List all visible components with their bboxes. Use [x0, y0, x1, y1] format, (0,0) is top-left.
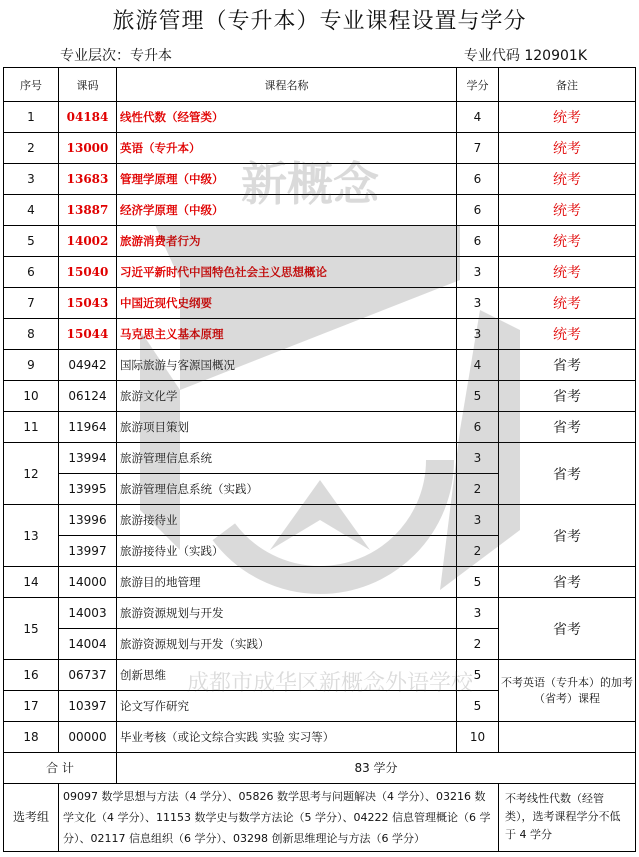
row-note: 统考	[499, 226, 636, 257]
elective-courses: 09097 数学思想与方法（4 学分）、05826 数学思考与问题解决（4 学分）、03216 数学文化（4 学分）、11153 数学史与数学方法论（5 学分）、04222 信息管理概论（6 学分）、02117 信息组织（6 学分）、03298 创新思维理论与方法（6 学分）	[59, 783, 499, 851]
table-row	[4, 412, 636, 443]
table-row	[4, 164, 636, 195]
table-row	[4, 133, 636, 164]
header-code: 课码	[59, 68, 117, 102]
watermark-text: 新概念	[241, 157, 379, 211]
row-code: 00000	[59, 722, 117, 753]
row-code: 15044	[59, 319, 117, 350]
watermark-school: 成都市成华区新概念外语学校	[186, 671, 474, 696]
row-code: 15040	[59, 257, 117, 288]
row-name: 旅游管理信息系统（实践）	[117, 474, 457, 505]
table-row	[4, 319, 636, 350]
table-row	[4, 288, 636, 319]
row-credit: 4	[457, 102, 499, 133]
row-name: 中国近现代史纲要	[117, 288, 457, 319]
row-code: 14003	[59, 598, 117, 629]
row-no: 15	[4, 598, 59, 660]
row-credit: 2	[457, 536, 499, 567]
total-label: 合 计	[4, 753, 117, 784]
row-no: 17	[4, 691, 59, 722]
table-row	[4, 381, 636, 412]
row-name: 旅游目的地管理	[117, 567, 457, 598]
row-code: 13995	[59, 474, 117, 505]
row-no: 1	[4, 102, 59, 133]
row-name: 线性代数（经管类）	[117, 102, 457, 133]
header-credit: 学分	[457, 68, 499, 102]
table-row	[4, 102, 636, 133]
row-note: 统考	[499, 195, 636, 226]
row-no: 12	[4, 443, 59, 505]
row-credit: 3	[457, 505, 499, 536]
row-code: 11964	[59, 412, 117, 443]
table-row	[4, 660, 636, 691]
major-code: 专业代码 120901K	[463, 48, 587, 64]
row-name: 毕业考核（或论文综合实践 实验 实习等）	[117, 722, 457, 753]
row-name: 英语（专升本）	[117, 133, 457, 164]
row-name: 旅游资源规划与开发	[117, 598, 457, 629]
table-row	[4, 350, 636, 381]
row-no: 2	[4, 133, 59, 164]
table-row	[4, 598, 636, 629]
elective-label: 选考组	[4, 783, 59, 851]
row-name: 旅游项目策划	[117, 412, 457, 443]
row-credit: 10	[457, 722, 499, 753]
row-note: 统考	[499, 102, 636, 133]
row-credit: 3	[457, 288, 499, 319]
row-credit: 5	[457, 381, 499, 412]
row-no: 16	[4, 660, 59, 691]
elective-row	[4, 783, 636, 851]
row-credit: 3	[457, 598, 499, 629]
row-name: 习近平新时代中国特色社会主义思想概论	[117, 257, 457, 288]
row-code: 13000	[59, 133, 117, 164]
row-code: 13997	[59, 536, 117, 567]
row-credit: 3	[457, 319, 499, 350]
row-credit: 5	[457, 660, 499, 691]
row-code: 04942	[59, 350, 117, 381]
course-table	[3, 67, 636, 852]
row-credit: 5	[457, 691, 499, 722]
row-note: 省考	[499, 505, 636, 567]
elective-note: 不考线性代数（经管类），选考课程学分不低于 4 学分	[499, 783, 636, 851]
row-name: 管理学原理（中级）	[117, 164, 457, 195]
row-name: 旅游管理信息系统	[117, 443, 457, 474]
row-code: 13887	[59, 195, 117, 226]
row-name: 国际旅游与客源国概况	[117, 350, 457, 381]
row-name: 旅游接待业（实践）	[117, 536, 457, 567]
total-value: 83 学分	[117, 753, 636, 784]
row-no: 3	[4, 164, 59, 195]
row-note: 统考	[499, 164, 636, 195]
row-code: 14004	[59, 629, 117, 660]
table-row	[4, 722, 636, 753]
row-name: 论文写作研究	[117, 691, 457, 722]
row-note-empty	[499, 722, 636, 753]
row-code: 13994	[59, 443, 117, 474]
row-no: 4	[4, 195, 59, 226]
row-no: 11	[4, 412, 59, 443]
row-no: 7	[4, 288, 59, 319]
row-credit: 6	[457, 195, 499, 226]
major-level: 专业层次：专升本	[60, 48, 172, 64]
row-code: 10397	[59, 691, 117, 722]
table-row	[4, 505, 636, 536]
row-note: 省考	[499, 567, 636, 598]
row-code: 14002	[59, 226, 117, 257]
header-note: 备注	[499, 68, 636, 102]
row-credit: 6	[457, 164, 499, 195]
row-code: 13996	[59, 505, 117, 536]
row-note: 统考	[499, 257, 636, 288]
row-no: 13	[4, 505, 59, 567]
header-no: 序号	[4, 68, 59, 102]
row-name: 旅游接待业	[117, 505, 457, 536]
page-title: 旅游管理（专升本）专业课程设置与学分	[112, 9, 527, 34]
row-no: 6	[4, 257, 59, 288]
table-row	[4, 567, 636, 598]
row-code: 13683	[59, 164, 117, 195]
header-name: 课程名称	[117, 68, 457, 102]
row-note: 省考	[499, 412, 636, 443]
row-credit: 6	[457, 412, 499, 443]
row-credit: 3	[457, 257, 499, 288]
row-credit: 4	[457, 350, 499, 381]
table-row	[4, 443, 636, 474]
row-credit: 2	[457, 474, 499, 505]
row-name: 旅游文化学	[117, 381, 457, 412]
total-row	[4, 753, 636, 784]
row-no: 18	[4, 722, 59, 753]
row-name: 马克思主义基本原理	[117, 319, 457, 350]
row-code: 06124	[59, 381, 117, 412]
row-no: 5	[4, 226, 59, 257]
table-header-row	[4, 68, 636, 102]
row-credit: 2	[457, 629, 499, 660]
row-code: 14000	[59, 567, 117, 598]
row-name: 旅游资源规划与开发（实践）	[117, 629, 457, 660]
row-name: 创新思维	[117, 660, 457, 691]
row-credit: 7	[457, 133, 499, 164]
row-no: 9	[4, 350, 59, 381]
row-code: 06737	[59, 660, 117, 691]
row-code: 15043	[59, 288, 117, 319]
row-code: 04184	[59, 102, 117, 133]
row-no: 10	[4, 381, 59, 412]
row-note: 统考	[499, 319, 636, 350]
row-credit: 3	[457, 443, 499, 474]
row-no: 8	[4, 319, 59, 350]
row-credit: 5	[457, 567, 499, 598]
row-note: 省考	[499, 381, 636, 412]
row-name: 经济学原理（中级）	[117, 195, 457, 226]
row-note: 统考	[499, 133, 636, 164]
row-note: 统考	[499, 288, 636, 319]
row-note: 省考	[499, 443, 636, 505]
row-note: 不考英语（专升本）的加考（省考）课程	[499, 660, 636, 722]
row-note: 省考	[499, 598, 636, 660]
row-credit: 6	[457, 226, 499, 257]
row-name: 旅游消费者行为	[117, 226, 457, 257]
table-row	[4, 257, 636, 288]
table-row	[4, 226, 636, 257]
row-note: 省考	[499, 350, 636, 381]
row-no: 14	[4, 567, 59, 598]
table-row	[4, 195, 636, 226]
